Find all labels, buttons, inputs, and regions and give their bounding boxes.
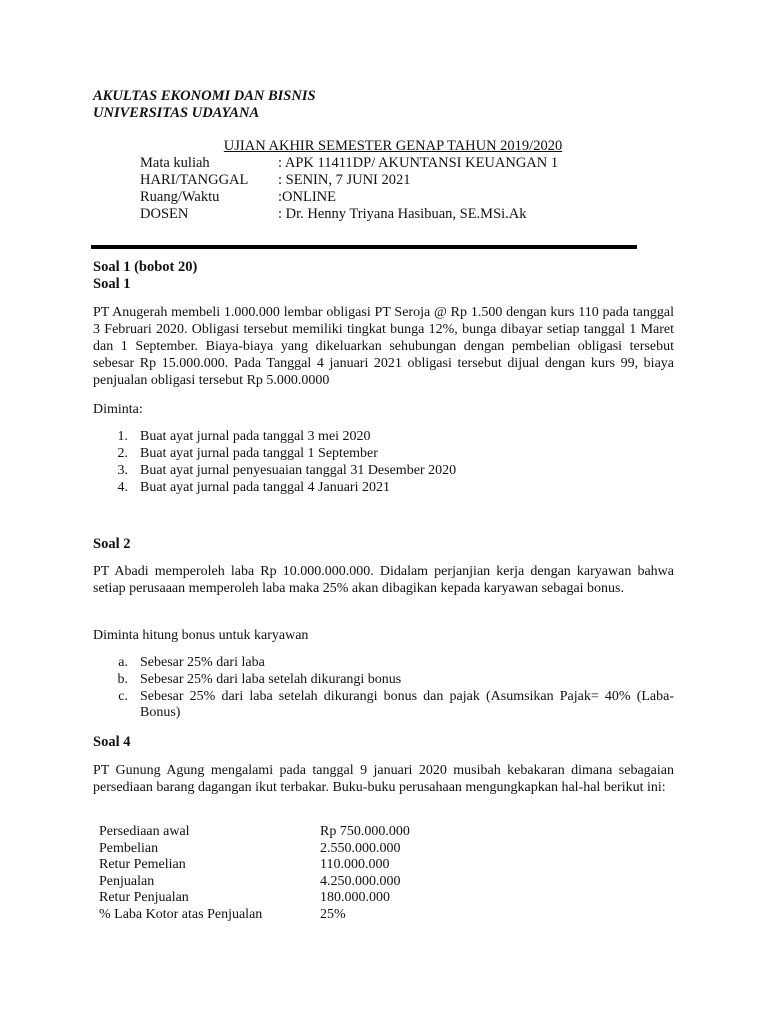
- row-label: Persediaan awal: [99, 824, 190, 839]
- row-label: Retur Penjualan: [99, 890, 189, 905]
- header-divider: [91, 245, 637, 249]
- faculty-name: AKULTAS EKONOMI DAN BISNIS: [93, 88, 316, 104]
- table-row: [99, 890, 410, 907]
- row-value: 180.000.000: [320, 890, 390, 905]
- row-value: 25%: [320, 906, 346, 922]
- row-label: % Laba Kotor atas Penjualan: [99, 906, 263, 922]
- meta-value: : Dr. Henny Triyana Hasibuan, SE.MSi.Ak: [278, 206, 527, 222]
- list-number: 4.: [117, 480, 128, 495]
- meta-key: Ruang/Waktu: [140, 189, 220, 205]
- list-text: Buat ayat jurnal pada tanggal 3 mei 2020: [140, 429, 371, 444]
- list-text: Buat ayat jurnal penyesuaian tanggal 31 Desember 2020: [140, 463, 457, 478]
- meta-key: HARI/TANGGAL: [140, 172, 249, 188]
- list-number: 2.: [117, 446, 128, 461]
- list-item: [93, 446, 674, 463]
- table-row: [99, 824, 410, 841]
- soal1-task-list: [93, 429, 674, 497]
- soal4-title: Soal 4: [93, 734, 131, 750]
- table-row: [99, 841, 410, 858]
- table-row: [99, 907, 410, 924]
- list-letter: a.: [118, 655, 128, 670]
- list-text: Buat ayat jurnal pada tanggal 1 September: [140, 446, 378, 461]
- list-item: [93, 429, 674, 446]
- meta-value: : SENIN, 7 JUNI 2021: [278, 172, 411, 188]
- row-value: Rp 750.000.000: [320, 824, 410, 839]
- list-text: Sebesar 25% dari laba setelah dikurangi bonus: [140, 672, 402, 687]
- list-text: Buat ayat jurnal pada tanggal 4 Januari 2021: [140, 480, 390, 495]
- soal1-body: PT Anugerah membeli 1.000.000 lembar obligasi PT Seroja @ Rp 1.500 dengan kurs 110 pada tanggal 3 Februari 2020. Obligasi tersebut memiliki tingkat bunga 12%, bunga dibayar setiap tanggal 1 Maret dan 1 September. Biaya-biaya yang dikeluarkan sehubungan dengan pembelian obligasi tersebut sebesar Rp 15.000.000. Pada Tanggal 4 januari 2021 obligasi tersebut dijual dengan kurs 99, biaya penjualan obligasi tersebut Rp 5.000.0000: [93, 305, 674, 388]
- list-number: 1.: [117, 429, 128, 444]
- list-letter: c.: [118, 689, 128, 704]
- soal2-task-list: [93, 655, 674, 723]
- table-row: [99, 857, 410, 874]
- list-number: 3.: [117, 463, 128, 478]
- exam-title: UJIAN AKHIR SEMESTER GENAP TAHUN 2019/2020: [223, 138, 563, 154]
- list-item: [93, 689, 674, 723]
- row-value: 110.000.000: [320, 857, 390, 872]
- row-label: Retur Pemelian: [99, 857, 186, 872]
- meta-value: : APK 11411DP/ AKUNTANSI KEUANGAN 1: [278, 155, 559, 171]
- list-item: [93, 655, 674, 672]
- institution-header: [93, 88, 316, 122]
- row-label: Penjualan: [99, 873, 155, 889]
- meta-value: :ONLINE: [278, 189, 336, 205]
- row-value: 4.250.000.000: [320, 873, 401, 889]
- soal2-body: PT Abadi memperoleh laba Rp 10.000.000.000. Didalam perjanjian kerja dengan karyawan bahwa setiap perusaaan memperoleh laba maka 25% akan dibagikan kepada karyawan sebagai bonus.: [93, 564, 674, 596]
- list-item: [93, 480, 674, 497]
- list-item: [93, 672, 674, 689]
- row-label: Pembelian: [99, 840, 159, 856]
- soal1-asked: Diminta:: [93, 402, 143, 417]
- list-text: Sebesar 25% dari laba setelah dikurangi bonus dan pajak (Asumsikan Pajak= 40% (Laba-Bonus): [140, 689, 674, 720]
- list-text: Sebesar 25% dari laba: [140, 655, 265, 670]
- soal4-body: PT Gunung Agung mengalami pada tanggal 9 januari 2020 musibah kebakaran dimana sebagaian persediaan barang dagangan ikut terbakar. Buku-buku perusahaan mengungkapkan hal-hal berikut ini:: [93, 763, 674, 795]
- university-name: UNIVERSITAS UDAYANA: [93, 105, 260, 121]
- table-row: [99, 874, 410, 891]
- inventory-data-table: [99, 824, 410, 923]
- meta-key: DOSEN: [140, 206, 189, 222]
- soal2-title: Soal 2: [93, 536, 131, 552]
- soal1-title: Soal 1: [93, 276, 131, 292]
- list-letter: b.: [117, 672, 128, 687]
- soal2-asked: Diminta hitung bonus untuk karyawan: [93, 628, 309, 643]
- meta-key: Mata kuliah: [140, 155, 210, 171]
- soal1-weight-title: Soal 1 (bobot 20): [93, 259, 198, 275]
- list-item: [93, 463, 674, 480]
- row-value: 2.550.000.000: [320, 840, 401, 856]
